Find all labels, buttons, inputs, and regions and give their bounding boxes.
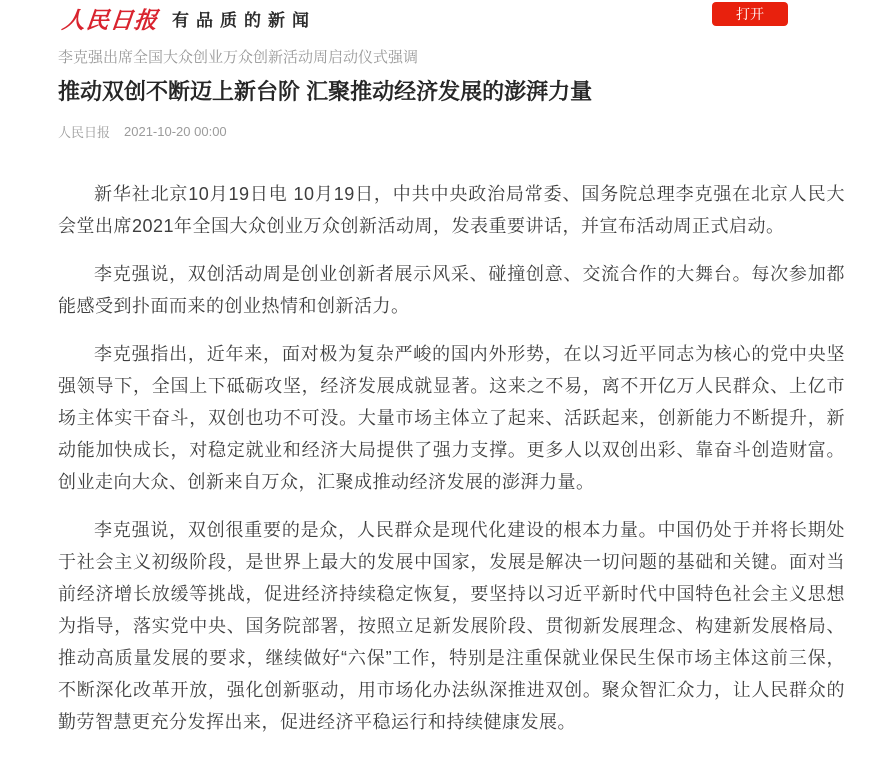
- peoples-daily-logo[interactable]: 人民日报: [60, 7, 160, 33]
- article-paragraph: 李克强说，双创很重要的是众，人民群众是现代化建设的根本力量。中国仍处于并将长期处于社会主义初级阶段，是世界上最大的发展中国家，发展是解决一切问题的基础和关键。面对当前经济增长放缓等挑战，促进经济持续稳定恢复，要坚持以习近平新时代中国特色社会主义思想为指导，落实党中央、国务院部署，按照立足新发展阶段、贯彻新发展理念、构建新发展格局、推动高质量发展的要求，继续做好“六保”工作，特别是注重保就业保民生保市场主体这前三保，不断深化改革开放，强化创新驱动，用市场化办法纵深推进双创。聚众智汇众力，让人民群众的勤劳智慧更充分发挥出来，促进经济平稳运行和持续健康发展。: [58, 519, 845, 732]
- site-tagline: 有品质的新闻: [172, 11, 316, 30]
- byline: [58, 122, 845, 141]
- article-paragraph: 李克强指出，近年来，面对极为复杂严峻的国内外形势，在以习近平同志为核心的党中央坚强领导下，全国上下砥砺攻坚，经济发展成就显著。这来之不易，离不开亿万人民群众、上亿市场主体实干奋斗，双创也功不可没。大量市场主体立了起来、活跃起来，创新能力不断提升，新动能加快成长，对稳定就业和经济大局提供了强力支撑。更多人以双创出彩、靠奋斗创造财富。创业走向大众、创新来自万众，汇聚成推动经济发展的澎湃力量。: [58, 343, 845, 492]
- page-title: 推动双创不断迈上新台阶 汇聚推动经济发展的澎湃力量: [58, 79, 593, 104]
- article-paragraph: 李克强说，双创活动周是创业创新者展示风采、碰撞创意、交流合作的大舞台。每次参加都能感受到扑面而来的创业热情和创新活力。: [58, 263, 845, 316]
- byline-source: 人民日报: [58, 124, 111, 140]
- article-kicker: 李克强出席全国大众创业万众创新活动周启动仪式强调: [58, 49, 419, 66]
- open-app-button[interactable]: 打开: [712, 2, 788, 26]
- article-body: [58, 178, 845, 738]
- site-header: [0, 0, 872, 36]
- article-paragraph: 新华社北京10月19日电 10月19日，中共中央政治局常委、国务院总理李克强在北京人民大会堂出席2021年全国大众创业万众创新活动周，发表重要讲话，并宣布活动周正式启动。: [58, 183, 845, 236]
- article-content: [58, 47, 845, 738]
- byline-datetime: 2021-10-20 00:00: [124, 123, 227, 139]
